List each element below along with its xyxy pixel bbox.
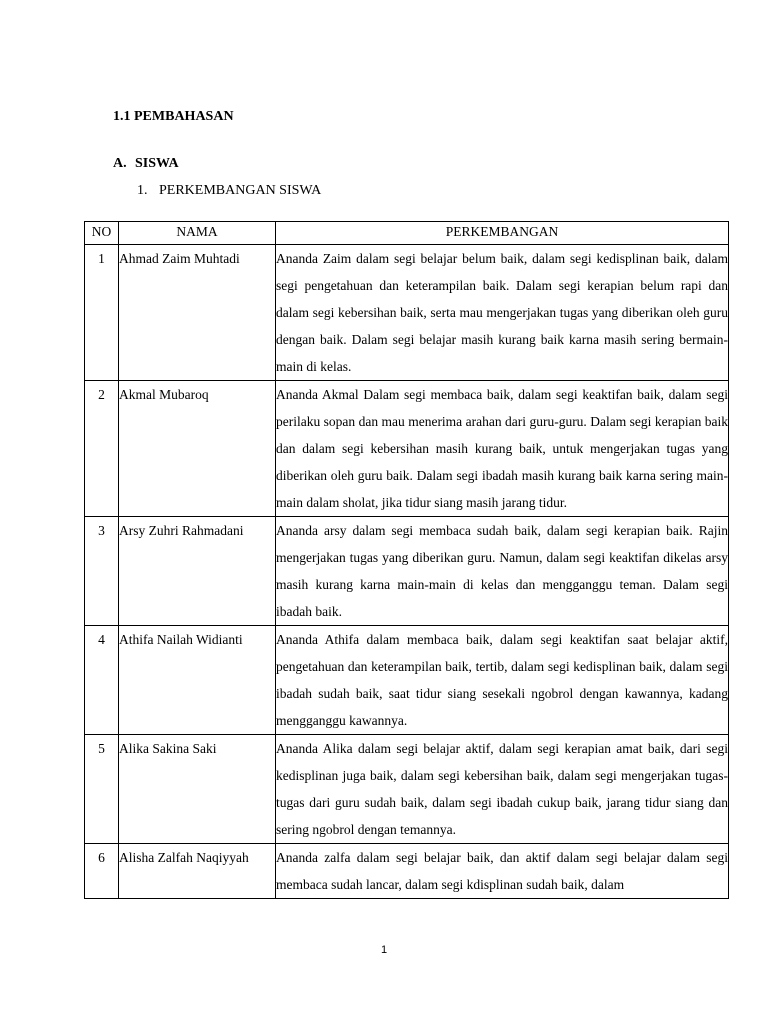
student-progress-table bbox=[84, 221, 729, 899]
row-no: 3 bbox=[85, 517, 119, 626]
row-nama: Arsy Zuhri Rahmadani bbox=[119, 517, 276, 626]
sub-heading-label: SISWA bbox=[135, 156, 179, 171]
list-heading bbox=[137, 183, 321, 199]
row-perkembangan: Ananda Athifa dalam membaca baik, dalam segi keaktifan saat belajar aktif, pengetahuan dan keterampilan baik, tertib, dalam segi kedisplinan baik, dalam segi ibadah sudah baik, saat tidur siang sesekali ngobrol dengan kawannya, kadang mengganggu kawannya. bbox=[276, 626, 729, 735]
row-nama: Ahmad Zaim Muhtadi bbox=[119, 245, 276, 381]
row-no: 4 bbox=[85, 626, 119, 735]
table-header-row bbox=[85, 222, 729, 245]
row-perkembangan: Ananda Alika dalam segi belajar aktif, dalam segi kerapian amat baik, dari segi kedisplinan juga baik, dalam segi kebersihan baik, dalam segi mengerjakan tugas-tugas dari guru sudah baik, dalam segi ibadah cukup baik, jarang tidur siang dan sering ngobrol dengan temannya. bbox=[276, 735, 729, 844]
header-nama: NAMA bbox=[119, 222, 276, 245]
page-number: 1 bbox=[380, 944, 388, 956]
table-row bbox=[85, 844, 729, 899]
section-heading: 1.1 PEMBAHASAN bbox=[113, 109, 234, 124]
sub-heading bbox=[113, 156, 179, 172]
table-row bbox=[85, 381, 729, 517]
header-perkembangan: PERKEMBANGAN bbox=[276, 222, 729, 245]
row-nama: Akmal Mubaroq bbox=[119, 381, 276, 517]
row-perkembangan: Ananda Akmal Dalam segi membaca baik, dalam segi keaktifan baik, dalam segi perilaku sopan dan mau menerima arahan dari guru-guru. Dalam segi kerapian baik dan dalam segi kebersihan masih kurang baik, untuk mengerjakan tugas yang diberikan oleh guru baik. Dalam segi ibadah masih kurang baik karna sering main-main dalam sholat, jika tidur siang masih jarang tidur. bbox=[276, 381, 729, 517]
row-perkembangan: Ananda arsy dalam segi membaca sudah baik, dalam segi kerapian baik. Rajin mengerjakan tugas yang diberikan guru. Namun, dalam segi keaktifan dikelas arsy masih kurang karna main-main di kelas dan mengganggu teman. Dalam segi ibadah baik. bbox=[276, 517, 729, 626]
row-no: 5 bbox=[85, 735, 119, 844]
row-no: 1 bbox=[85, 245, 119, 381]
row-no: 6 bbox=[85, 844, 119, 899]
row-perkembangan: Ananda Zaim dalam segi belajar belum baik, dalam segi kedisplinan baik, dalam segi pengetahuan dan keterampilan baik. Dalam segi kerapian belum rapi dan dalam segi kebersihan baik, serta mau mengerjakan tugas yang diberikan oleh guru dengan baik. Dalam segi belajar masih kurang baik karna masih sering bermain-main di kelas. bbox=[276, 245, 729, 381]
sub-heading-marker: A. bbox=[113, 156, 127, 171]
row-nama: Alika Sakina Saki bbox=[119, 735, 276, 844]
list-heading-label: PERKEMBANGAN SISWA bbox=[159, 183, 322, 198]
list-heading-marker: 1. bbox=[137, 183, 148, 198]
row-nama: Alisha Zalfah Naqiyyah bbox=[119, 844, 276, 899]
header-no: NO bbox=[85, 222, 119, 245]
row-nama: Athifa Nailah Widianti bbox=[119, 626, 276, 735]
row-perkembangan: Ananda zalfa dalam segi belajar baik, dan aktif dalam segi belajar dalam segi membaca sudah lancar, dalam segi kdisplinan sudah baik, dalam bbox=[276, 844, 729, 899]
table-row bbox=[85, 735, 729, 844]
row-no: 2 bbox=[85, 381, 119, 517]
table-row bbox=[85, 517, 729, 626]
table-row bbox=[85, 245, 729, 381]
table-row bbox=[85, 626, 729, 735]
